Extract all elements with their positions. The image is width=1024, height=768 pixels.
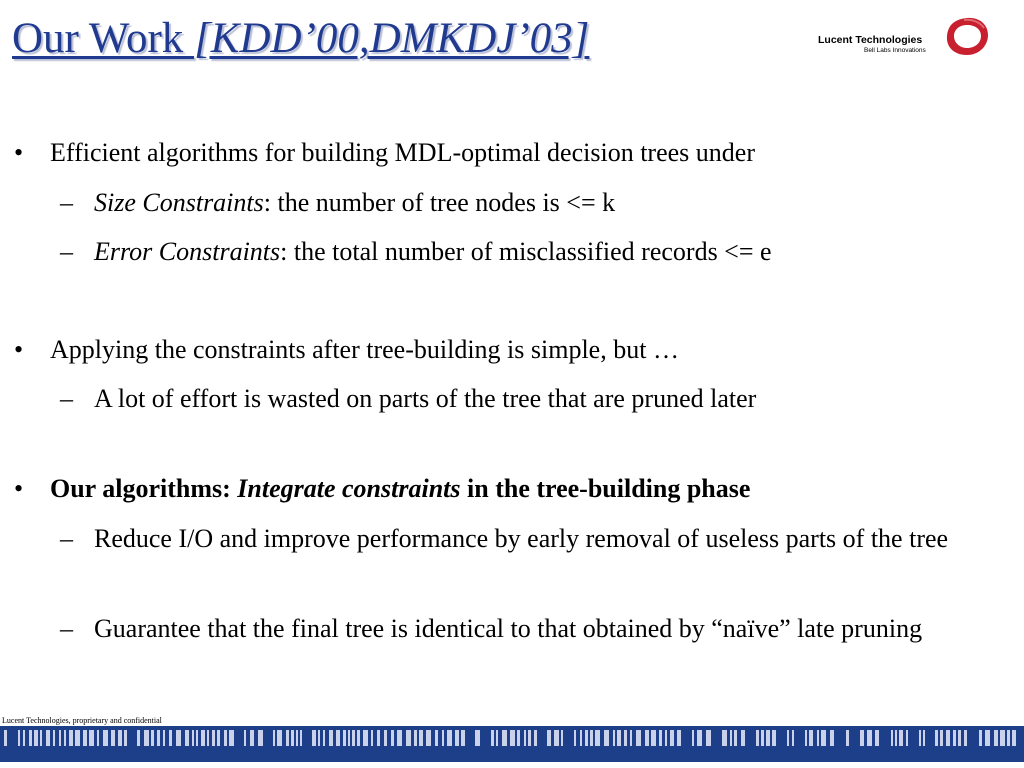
- logo-name: Lucent Technologies: [818, 34, 923, 46]
- footer-stripe: [510, 730, 515, 746]
- footer-stripe: [419, 730, 423, 746]
- bullet-lead: Our algorithms:: [50, 474, 238, 503]
- footer-stripe: [875, 730, 879, 746]
- bullet-item: [14, 474, 750, 504]
- footer-stripe: [59, 730, 61, 746]
- footer-stripe: [357, 730, 360, 746]
- footer-stripe: [651, 730, 656, 746]
- footer-stripe: [4, 730, 7, 746]
- footer-stripe: [940, 730, 943, 746]
- footer-stripe: [734, 730, 737, 746]
- footer-stripe: [406, 730, 411, 746]
- bullet-text: Applying the constraints after tree-building is simple, but …: [50, 335, 679, 364]
- footer-stripe: [163, 730, 165, 746]
- sub-bullet-item: [60, 232, 1010, 272]
- footer-stripe: [554, 730, 559, 746]
- footer-stripe: [29, 730, 32, 746]
- footer-stripe: [534, 730, 537, 746]
- footer-stripe: [821, 730, 826, 746]
- footer-stripe: [157, 730, 160, 746]
- sub-bullet-text: Guarantee that the final tree is identical to that obtained by “naïve” late pruning: [94, 614, 923, 643]
- footer-stripe: [176, 730, 181, 746]
- footer-stripe: [426, 730, 431, 746]
- footer-stripe: [659, 730, 662, 746]
- footer-stripe: [111, 730, 115, 746]
- footer-stripe: [277, 730, 282, 746]
- footer-stripe: [502, 730, 507, 746]
- bullet-emphasis: Integrate constraints: [237, 474, 461, 503]
- footer-stripe: [323, 730, 325, 746]
- footer-stripe: [300, 730, 302, 746]
- footer-stripe: [692, 730, 694, 746]
- footer-stripe: [286, 730, 289, 746]
- sub-bullet-term: Error Constraints: [94, 237, 281, 266]
- footer-stripe: [613, 730, 615, 746]
- footer-stripe: [528, 730, 531, 746]
- footer-stripe: [475, 730, 480, 746]
- footer-stripe: [363, 730, 368, 746]
- footer-stripe: [75, 730, 80, 746]
- footer-pattern: [0, 726, 1024, 762]
- footer-stripe: [561, 730, 563, 746]
- footer-stripe: [935, 730, 938, 746]
- footer-stripe: [169, 730, 172, 746]
- sub-bullet-text: A lot of effort is wasted on parts of the tree that are pruned later: [94, 384, 757, 413]
- footer-stripe: [435, 730, 438, 746]
- sub-bullet-text: : the total number of misclassified records <= e: [280, 237, 772, 266]
- footer-stripe: [1000, 730, 1005, 746]
- footer-stripe: [97, 730, 99, 746]
- footer-stripe: [860, 730, 864, 746]
- slide-title: [12, 14, 589, 63]
- footer-stripe: [461, 730, 465, 746]
- footer-stripe: [217, 730, 220, 746]
- footer-stripe: [18, 730, 20, 746]
- footer-stripe: [830, 730, 834, 746]
- footer-stripe: [722, 730, 727, 746]
- title-text: Our Work: [12, 15, 195, 62]
- footer-stripe: [397, 730, 402, 746]
- dash-mark: –: [60, 384, 73, 413]
- footer-stripe: [604, 730, 609, 746]
- sub-bullet-item: [60, 183, 1010, 223]
- footer-stripe: [895, 730, 897, 746]
- sub-bullet-item: [60, 379, 1010, 419]
- footer-stripe: [318, 730, 320, 746]
- sub-bullet-text: : the number of tree nodes is <= k: [263, 188, 616, 217]
- footer-stripe: [590, 730, 593, 746]
- footer-stripe: [706, 730, 711, 746]
- footer-stripe: [867, 730, 872, 746]
- footer-stripe: [979, 730, 982, 746]
- footer-stripe: [517, 730, 520, 746]
- footer-stripe: [207, 730, 209, 746]
- footer-stripe: [697, 730, 702, 746]
- footer-stripe: [348, 730, 350, 746]
- footer-stripe: [756, 730, 759, 746]
- dash-mark: –: [60, 237, 73, 266]
- bullet-item: [14, 138, 755, 168]
- innovation-ring-icon: [942, 14, 992, 58]
- footer-stripe: [352, 730, 355, 746]
- footer-stripe: [377, 730, 380, 746]
- footer-stripe: [772, 730, 776, 746]
- footer-stripe: [624, 730, 627, 746]
- footer-stripe: [273, 730, 275, 746]
- footer-stripe: [455, 730, 459, 746]
- footer-stripe: [212, 730, 215, 746]
- bullet-mark: •: [14, 138, 24, 167]
- footer-stripe: [985, 730, 990, 746]
- footer-stripe: [40, 730, 42, 746]
- footer-stripe: [291, 730, 294, 746]
- footer-stripe: [103, 730, 108, 746]
- footer-stripe: [89, 730, 94, 746]
- footer-stripe: [595, 730, 600, 746]
- footer-stripe: [645, 730, 649, 746]
- footer-stripe: [761, 730, 764, 746]
- footer-stripe: [258, 730, 263, 746]
- footer-note: Lucent Technologies, proprietary and confidential: [2, 716, 162, 725]
- logo-tagline: Bell Labs Innovations: [864, 47, 926, 54]
- footer-stripe: [617, 730, 621, 746]
- footer-stripe: [250, 730, 254, 746]
- footer-stripe: [69, 730, 73, 746]
- footer-stripe: [766, 730, 770, 746]
- footer-stripe: [442, 730, 444, 746]
- footer-stripe: [574, 730, 576, 746]
- footer-stripe: [201, 730, 205, 746]
- footer-stripe: [730, 730, 732, 746]
- footer-stripe: [580, 730, 582, 746]
- footer-stripe: [64, 730, 66, 746]
- footer-stripe: [83, 730, 87, 746]
- dash-mark: –: [60, 188, 73, 217]
- footer-stripe: [371, 730, 373, 746]
- footer-stripe: [923, 730, 925, 746]
- dash-mark: –: [60, 614, 73, 643]
- footer-stripe: [964, 730, 967, 746]
- footer-stripe: [124, 730, 127, 746]
- bullet-item: [14, 335, 679, 365]
- footer-stripe: [496, 730, 498, 746]
- footer-stripe: [196, 730, 198, 746]
- footer-stripe: [1012, 730, 1016, 746]
- footer-stripe: [192, 730, 194, 746]
- footer-stripe: [151, 730, 154, 746]
- footer-stripe: [809, 730, 813, 746]
- footer-stripe: [846, 730, 849, 746]
- footer-stripe: [23, 730, 25, 746]
- footer-stripe: [384, 730, 387, 746]
- footer-stripe: [1007, 730, 1010, 746]
- footer-stripe: [953, 730, 956, 746]
- sub-bullet-term: Size Constraints: [94, 188, 264, 217]
- footer-stripe: [994, 730, 998, 746]
- footer-stripe: [34, 730, 38, 746]
- footer-stripe: [296, 730, 298, 746]
- title-citation: [KDD’00,DMKDJ’03]: [194, 15, 590, 62]
- footer-stripe: [414, 730, 417, 746]
- footer-stripe: [547, 730, 551, 746]
- footer-stripe: [670, 730, 674, 746]
- footer-stripe: [144, 730, 149, 746]
- footer-stripe: [336, 730, 340, 746]
- footer-stripe: [46, 730, 50, 746]
- footer-stripe: [244, 730, 246, 746]
- footer-stripe: [906, 730, 908, 746]
- footer-stripe: [741, 730, 745, 746]
- footer-stripe: [53, 730, 55, 746]
- footer-stripe: [329, 730, 333, 746]
- footer-stripe: [805, 730, 807, 746]
- footer-stripe: [630, 730, 632, 746]
- footer-stripe: [665, 730, 667, 746]
- bullet-mark: •: [14, 335, 24, 364]
- footer-stripe: [343, 730, 346, 746]
- footer-stripe: [185, 730, 189, 746]
- footer-stripe: [787, 730, 789, 746]
- footer-stripe: [118, 730, 122, 746]
- bullet-tail: in the tree-building phase: [460, 474, 751, 503]
- footer-stripe: [946, 730, 950, 746]
- footer-stripe: [817, 730, 819, 746]
- footer-stripe: [899, 730, 903, 746]
- footer-stripe: [224, 730, 227, 746]
- footer-stripe: [447, 730, 452, 746]
- footer-stripe: [312, 730, 316, 746]
- footer-stripe: [585, 730, 588, 746]
- footer-stripe: [792, 730, 794, 746]
- bullet-text: Efficient algorithms for building MDL-optimal decision trees under: [50, 138, 755, 167]
- footer-bar: [0, 726, 1024, 762]
- footer-stripe: [636, 730, 641, 746]
- footer-stripe: [958, 730, 961, 746]
- dash-mark: –: [60, 524, 73, 553]
- footer-stripe: [229, 730, 234, 746]
- sub-bullet-item: [60, 519, 1010, 559]
- lucent-logo: [812, 14, 992, 58]
- footer-stripe: [677, 730, 681, 746]
- sub-bullet-item: [60, 609, 1010, 649]
- footer-stripe: [391, 730, 394, 746]
- footer-stripe: [491, 730, 494, 746]
- footer-stripe: [137, 730, 140, 746]
- sub-bullet-text: Reduce I/O and improve performance by early removal of useless parts of the tree: [94, 524, 949, 553]
- footer-stripe: [891, 730, 893, 746]
- bullet-mark: •: [14, 474, 24, 503]
- footer-stripe: [919, 730, 921, 746]
- footer-stripe: [524, 730, 526, 746]
